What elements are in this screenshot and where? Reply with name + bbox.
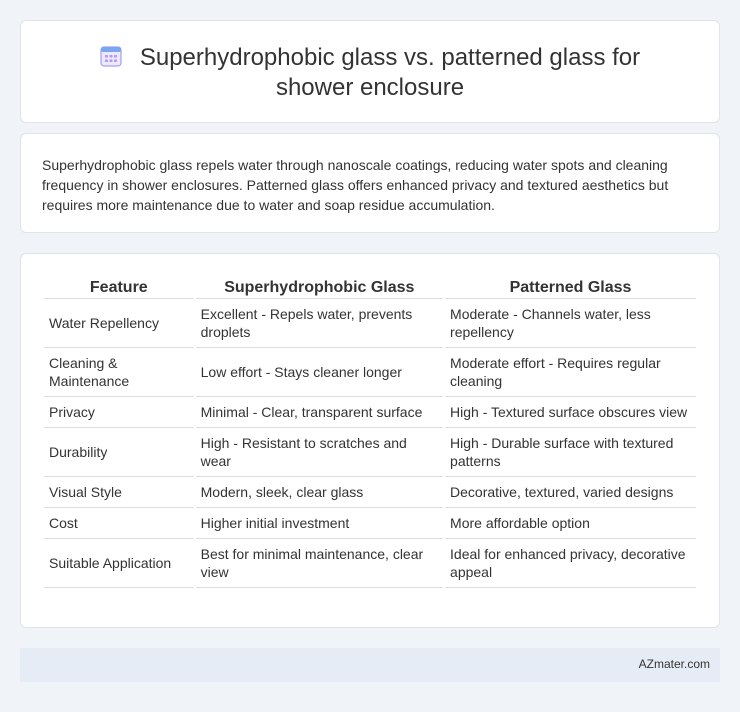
- patterned-cell: High - Textured surface obscures view: [445, 397, 696, 428]
- comparison-table: [42, 275, 698, 588]
- feature-cell: Visual Style: [44, 477, 194, 508]
- feature-cell: Durability: [44, 428, 194, 477]
- footer-bar: [20, 648, 720, 682]
- superhydrophobic-cell: Low effort - Stays cleaner longer: [196, 348, 443, 397]
- patterned-cell: High - Durable surface with textured patterns: [445, 428, 696, 477]
- header-feature: Feature: [44, 275, 194, 299]
- feature-cell: Privacy: [44, 397, 194, 428]
- patterned-cell: Ideal for enhanced privacy, decorative appeal: [445, 539, 696, 588]
- footer-brand[interactable]: AZmater.com: [638, 657, 710, 671]
- table-row: [44, 397, 696, 428]
- patterned-cell: Decorative, textured, varied designs: [445, 477, 696, 508]
- table-row: [44, 539, 696, 588]
- table-header-row: [44, 275, 696, 299]
- superhydrophobic-cell: Modern, sleek, clear glass: [196, 477, 443, 508]
- patterned-cell: Moderate - Channels water, less repellency: [445, 299, 696, 348]
- calendar-icon: [100, 45, 122, 67]
- feature-cell: Water Repellency: [44, 299, 194, 348]
- page-title-text: Superhydrophobic glass vs. patterned glass for shower enclosure: [139, 44, 641, 101]
- title-card: [20, 20, 720, 123]
- table-row: [44, 299, 696, 348]
- superhydrophobic-cell: High - Resistant to scratches and wear: [196, 428, 443, 477]
- superhydrophobic-cell: Higher initial investment: [196, 508, 443, 539]
- intro-card: [20, 133, 720, 233]
- table-row: [44, 348, 696, 397]
- header-superhydrophobic: Superhydrophobic Glass: [196, 275, 443, 299]
- superhydrophobic-cell: Minimal - Clear, transparent surface: [196, 397, 443, 428]
- superhydrophobic-cell: Excellent - Repels water, prevents droplets: [196, 299, 443, 348]
- patterned-cell: More affordable option: [445, 508, 696, 539]
- page-title: [21, 43, 719, 103]
- table-row: [44, 428, 696, 477]
- intro-paragraph: Superhydrophobic glass repels water through nanoscale coatings, reducing water spots and cleaning frequency in shower enclosures. Patterned glass offers enhanced privacy and textured aesthetics but requires more maintenance due to water and soap residue accumulation.: [42, 157, 669, 213]
- feature-cell: Cost: [44, 508, 194, 539]
- table-row: [44, 477, 696, 508]
- feature-cell: Suitable Application: [44, 539, 194, 588]
- feature-cell: Cleaning & Maintenance: [44, 348, 194, 397]
- superhydrophobic-cell: Best for minimal maintenance, clear view: [196, 539, 443, 588]
- comparison-card: [20, 253, 720, 628]
- patterned-cell: Moderate effort - Requires regular cleaning: [445, 348, 696, 397]
- table-row: [44, 508, 696, 539]
- header-patterned: Patterned Glass: [445, 275, 696, 299]
